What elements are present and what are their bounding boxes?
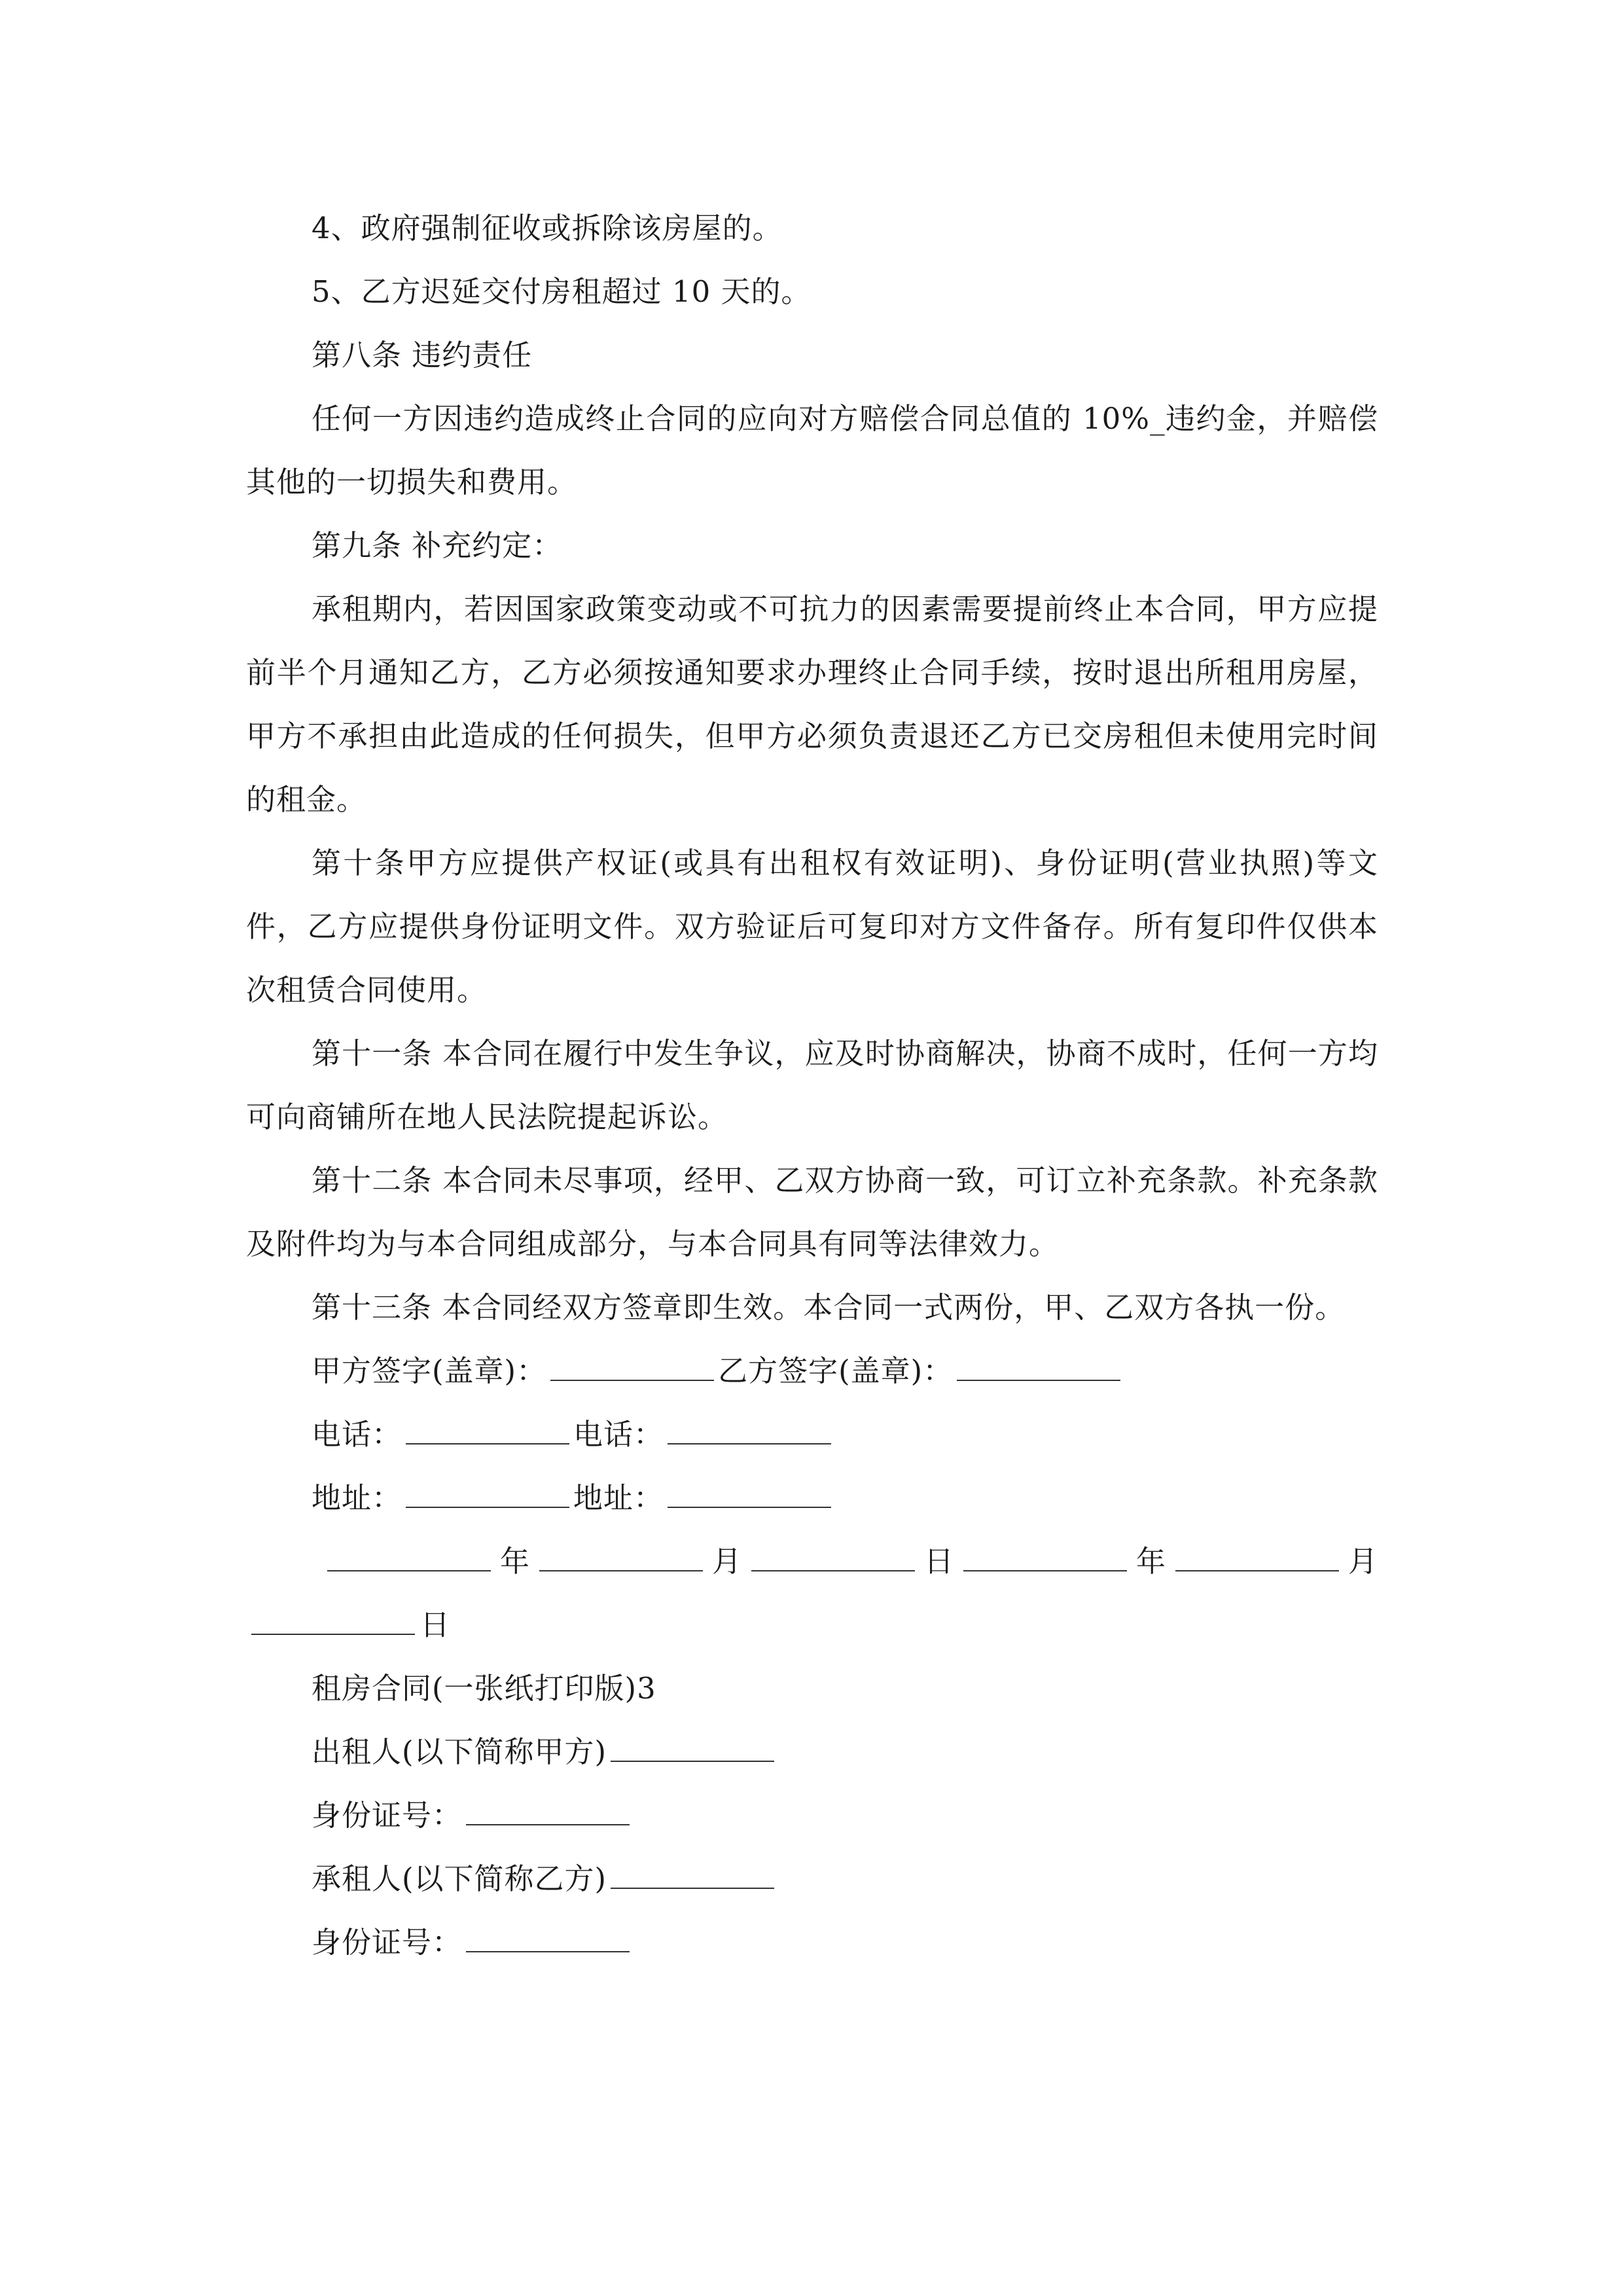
- lessor-blank: [611, 1734, 774, 1762]
- lessor-id-label: 身份证号：: [312, 1798, 463, 1833]
- year-b-blank: [963, 1544, 1127, 1571]
- lessee-line: [246, 1847, 1378, 1910]
- article-8-body: 任何一方因违约造成终止合同的应向对方赔偿合同总值的 10%_违约金，并赔偿其他的一切损失和费用。: [246, 401, 1378, 499]
- address-b-blank: [668, 1480, 831, 1508]
- article-12-body: 第十二条 本合同未尽事项，经甲、乙双方协商一致，可订立补充条款。补充条款及附件均为与本合同组成部分，与本合同具有同等法律效力。: [246, 1163, 1378, 1261]
- lessor-line: [246, 1720, 1378, 1784]
- day-b-blank: [251, 1607, 415, 1635]
- party-a-sign-label: 甲方签字(盖章)：: [312, 1354, 547, 1388]
- party-b-sign-blank: [957, 1354, 1120, 1381]
- document-body: [246, 196, 1378, 1974]
- date-line: [246, 1530, 1378, 1657]
- clause-item-5: 5、乙方迟延交付房租超过 10 天的。: [312, 274, 812, 309]
- phone-b-label: 电话：: [573, 1417, 664, 1452]
- lessor-id-blank: [466, 1798, 630, 1825]
- phone-a-blank: [406, 1417, 569, 1444]
- address-a-label: 地址：: [312, 1480, 402, 1515]
- article-9-title: 第九条 补充约定：: [312, 528, 563, 563]
- clause-item-4: 4、政府强制征收或拆除该房屋的。: [312, 211, 783, 245]
- year-b-label: 年: [1132, 1544, 1170, 1579]
- lessee-id-blank: [466, 1925, 630, 1952]
- lessor-label: 出租人(以下简称甲方): [312, 1734, 607, 1769]
- month-a-blank: [539, 1544, 703, 1571]
- month-b-blank: [1175, 1544, 1339, 1571]
- article-13-body: 第十三条 本合同经双方签章即生效。本合同一式两份，甲、乙双方各执一份。: [312, 1290, 1346, 1325]
- day-a-blank: [751, 1544, 915, 1571]
- lessee-id-line: [246, 1910, 1378, 1974]
- article-10-body: 第十条甲方应提供产权证(或具有出租权有效证明)、身份证明(营业执照)等文件，乙方应提供身份证明文件。双方验证后可复印对方文件备存。所有复印件仅供本次租赁合同使用。: [246, 846, 1378, 1007]
- party-b-sign-label: 乙方签字(盖章)：: [718, 1354, 954, 1388]
- address-a-blank: [406, 1480, 569, 1508]
- month-a-label: 月: [707, 1544, 746, 1579]
- day-a-label: 日: [919, 1544, 958, 1579]
- signature-line: [246, 1339, 1378, 1403]
- phone-line: [246, 1403, 1378, 1466]
- day-b-label: 日: [420, 1607, 451, 1642]
- month-b-label: 月: [1344, 1544, 1378, 1579]
- lessee-label: 承租人(以下简称乙方): [312, 1861, 607, 1896]
- lessor-id-line: [246, 1784, 1378, 1847]
- phone-b-blank: [668, 1417, 831, 1444]
- article-11-body: 第十一条 本合同在履行中发生争议，应及时协商解决，协商不成时，任何一方均可向商铺所在地人民法院提起诉讼。: [246, 1036, 1378, 1134]
- phone-a-label: 电话：: [312, 1417, 402, 1452]
- year-a-blank: [327, 1544, 491, 1571]
- article-9-body: 承租期内，若因国家政策变动或不可抗力的因素需要提前终止本合同，甲方应提前半个月通知乙方，乙方必须按通知要求办理终止合同手续，按时退出所租用房屋，甲方不承担由此造成的任何损失，但甲方必须负责退还乙方已交房租但未使用完时间的租金。: [246, 592, 1378, 817]
- lessee-blank: [611, 1861, 774, 1889]
- lessee-id-label: 身份证号：: [312, 1925, 463, 1960]
- party-a-sign-blank: [550, 1354, 714, 1381]
- next-contract-title: 租房合同(一张纸打印版)3: [312, 1671, 656, 1706]
- address-b-label: 地址：: [573, 1480, 664, 1515]
- article-8-title: 第八条 违约责任: [312, 338, 533, 372]
- address-line: [246, 1466, 1378, 1530]
- year-a-label: 年: [496, 1544, 534, 1579]
